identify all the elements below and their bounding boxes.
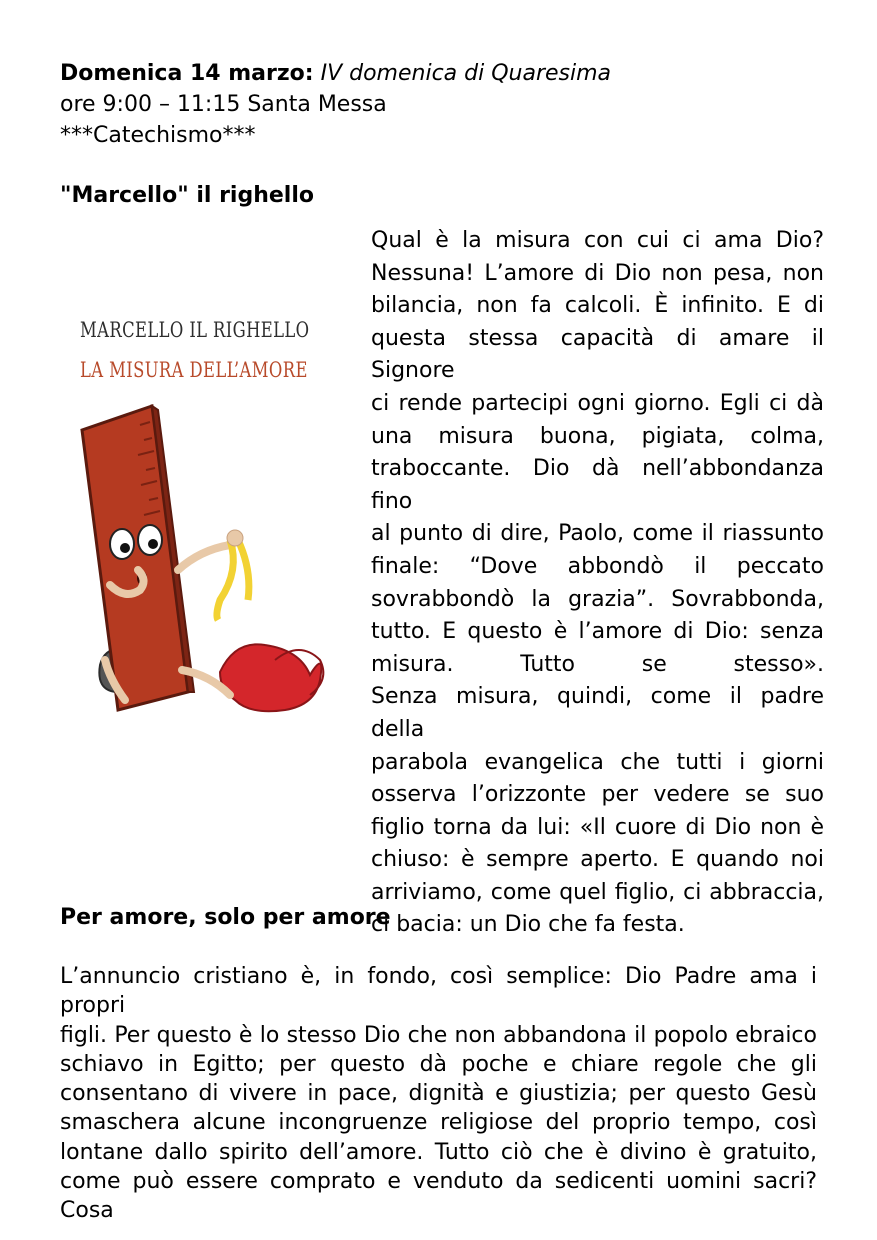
text-line: parabola evangelica che tutti i giorni [371,749,824,775]
book-cover-illustration [70,300,345,720]
text-line: osserva l’orizzonte per vedere se suo [371,782,824,808]
text-line: questa stessa capacità di amare il Signore [371,325,824,384]
text-line: misura. Tutto se stesso». [371,651,824,677]
text-line: traboccante. Dio dà nell’abbondanza fino [371,456,824,514]
text-line: L’annuncio cristiano è, in fondo, così semplice: Dio Padre ama i propri [60,964,817,1019]
text-line: come può essere comprato e venduto da sedicenti uomini sacri? Cosa [60,1169,817,1224]
text-line: ci bacia: un Dio che fa festa. [371,912,685,938]
text-line: bilancia, non fa calcoli. È infinito. E di [371,293,824,319]
cover-subtitle: LA MISURA DELL’AMORE [80,358,308,382]
cover-title: MARCELLO IL RIGHELLO [80,318,310,342]
date-detail: IV domenica di Quaresima [320,61,612,86]
text-line: smaschera alcune incongruenze religiose del proprio tempo, così [60,1110,817,1136]
text-line: ci rende partecipi ogni giorno. Egli ci dà [371,390,824,416]
section1-text [371,225,824,942]
text-line: finale: “Dove abbondò il peccato [371,553,824,579]
text-line: tutto. E questo è l’amore di Dio: senza [371,619,824,645]
text-line: arriviamo, come quel figlio, ci abbraccia, [371,879,824,905]
text-line: Nessuna! L’amore di Dio non pesa, non [371,260,824,286]
text-line: sovrabbondò la grazia”. Sovrabbonda, [371,586,824,612]
text-line: Qual è la misura con cui ci ama Dio? [371,228,824,253]
section2-title: Per amore, solo per amore [60,905,391,930]
mass-times: ore 9:00 – 11:15 Santa Messa [60,92,387,117]
text-line: figli. Per questo è lo stesso Dio che non abbandona il popolo ebraico [60,1022,817,1048]
date-line [60,58,611,89]
text-line: figlio torna da lui: «Il cuore di Dio non è [371,814,824,840]
text-line: chiuso: è sempre aperto. E quando noi [371,847,824,873]
text-line: una misura buona, pigiata, colma, [371,423,824,449]
ruler-character-icon [70,300,345,720]
section1-title: "Marcello" il righello [60,183,314,208]
date-label: Domenica 14 marzo: [60,61,314,86]
text-line: al punto di dire, Paolo, come il riassunto [371,521,824,547]
text-line: lontane dallo spirito dell’amore. Tutto ciò che è divino è gratuito, [60,1139,817,1165]
text-line: consentano di vivere in pace, dignità e giustizia; per questo Gesù [60,1081,817,1107]
section2-text [60,962,817,1226]
catechism-note: ***Catechismo*** [60,123,256,148]
text-line: schiavo in Egitto; per questo dà poche e chiare regole che gli [60,1051,817,1077]
text-line: Senza misura, quindi, come il padre della [371,684,824,742]
